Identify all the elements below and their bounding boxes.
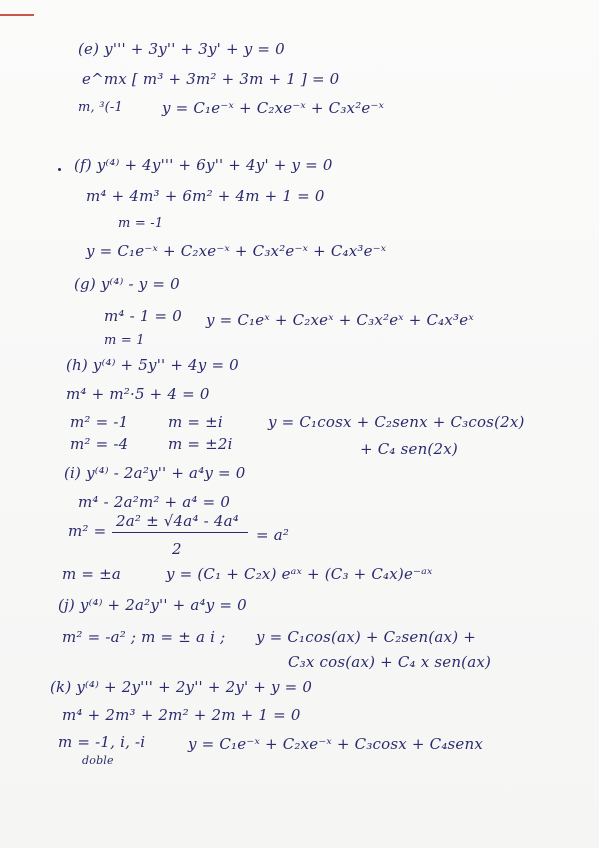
roots-k: m = -1, i, -i bbox=[58, 733, 146, 751]
root-g: m = 1 bbox=[104, 333, 145, 348]
fraction-denominator-i: 2 bbox=[172, 540, 182, 558]
root-f: m = -1 bbox=[118, 216, 164, 231]
solution-i: y = (C₁ + C₂x) eᵃˣ + (C₃ + C₄x)e⁻ᵃˣ bbox=[166, 565, 433, 583]
solution-k: y = C₁e⁻ˣ + C₂xe⁻ˣ + C₃cosx + C₄senx bbox=[188, 735, 484, 753]
char-eq-i: m⁴ - 2a²m² + a⁴ = 0 bbox=[78, 493, 231, 511]
char-eq-g: m⁴ - 1 = 0 bbox=[104, 307, 183, 325]
solution-h-2: + C₄ sen(2x) bbox=[360, 440, 458, 458]
eq-k: (k) y⁽⁴⁾ + 2y''' + 2y'' + 2y' + y = 0 bbox=[50, 678, 313, 696]
solution-h-1: y = C₁cosx + C₂senx + C₃cos(2x) bbox=[268, 413, 525, 431]
eq-g: (g) y⁽⁴⁾ - y = 0 bbox=[74, 275, 180, 293]
fraction-bar-i bbox=[112, 532, 248, 533]
bullet-dot bbox=[58, 168, 61, 171]
eq-e: (e) y''' + 3y'' + 3y' + y = 0 bbox=[78, 40, 285, 58]
solution-j-1: y = C₁cos(ax) + C₂sen(ax) + bbox=[256, 628, 476, 646]
fraction-numerator-i: 2a² ± √4a⁴ - 4a⁴ bbox=[116, 512, 239, 530]
char-eq-j: m² = -a² ; m = ± a i ; bbox=[62, 628, 226, 646]
eq-h: (h) y⁽⁴⁾ + 5y'' + 4y = 0 bbox=[66, 356, 239, 374]
eq-j: (j) y⁽⁴⁾ + 2a²y'' + a⁴y = 0 bbox=[58, 596, 247, 614]
solution-f: y = C₁e⁻ˣ + C₂xe⁻ˣ + C₃x²e⁻ˣ + C₄x³e⁻ˣ bbox=[86, 242, 387, 260]
margin-mark bbox=[0, 14, 34, 16]
char-eq-k: m⁴ + 2m³ + 2m² + 2m + 1 = 0 bbox=[62, 706, 301, 724]
solution-g: y = C₁eˣ + C₂xeˣ + C₃x²eˣ + C₄x³eˣ bbox=[206, 311, 474, 329]
m2-i: m² = bbox=[68, 522, 107, 540]
roots-h-a: m = ±i bbox=[168, 413, 223, 431]
char-eq-f: m⁴ + 4m³ + 6m² + 4m + 1 = 0 bbox=[86, 187, 325, 205]
result-i: = a² bbox=[256, 526, 290, 544]
note-doble: doble bbox=[82, 754, 114, 767]
char-eq-e: e^mx [ m³ + 3m² + 3m + 1 ] = 0 bbox=[82, 70, 340, 88]
root-i: m = ±a bbox=[62, 565, 122, 583]
eq-i: (i) y⁽⁴⁾ - 2a²y'' + a⁴y = 0 bbox=[64, 464, 246, 482]
solution-j-2: C₃x cos(ax) + C₄ x sen(ax) bbox=[288, 653, 492, 671]
roots-e: m, ³(-1 bbox=[78, 100, 123, 115]
m2-h-a: m² = -1 bbox=[70, 413, 129, 431]
char-eq-h: m⁴ + m²·5 + 4 = 0 bbox=[66, 385, 210, 403]
roots-h-b: m = ±2i bbox=[168, 435, 233, 453]
eq-f: (f) y⁽⁴⁾ + 4y''' + 6y'' + 4y' + y = 0 bbox=[74, 156, 333, 174]
solution-e: y = C₁e⁻ˣ + C₂xe⁻ˣ + C₃x²e⁻ˣ bbox=[162, 99, 385, 117]
m2-h-b: m² = -4 bbox=[70, 435, 129, 453]
